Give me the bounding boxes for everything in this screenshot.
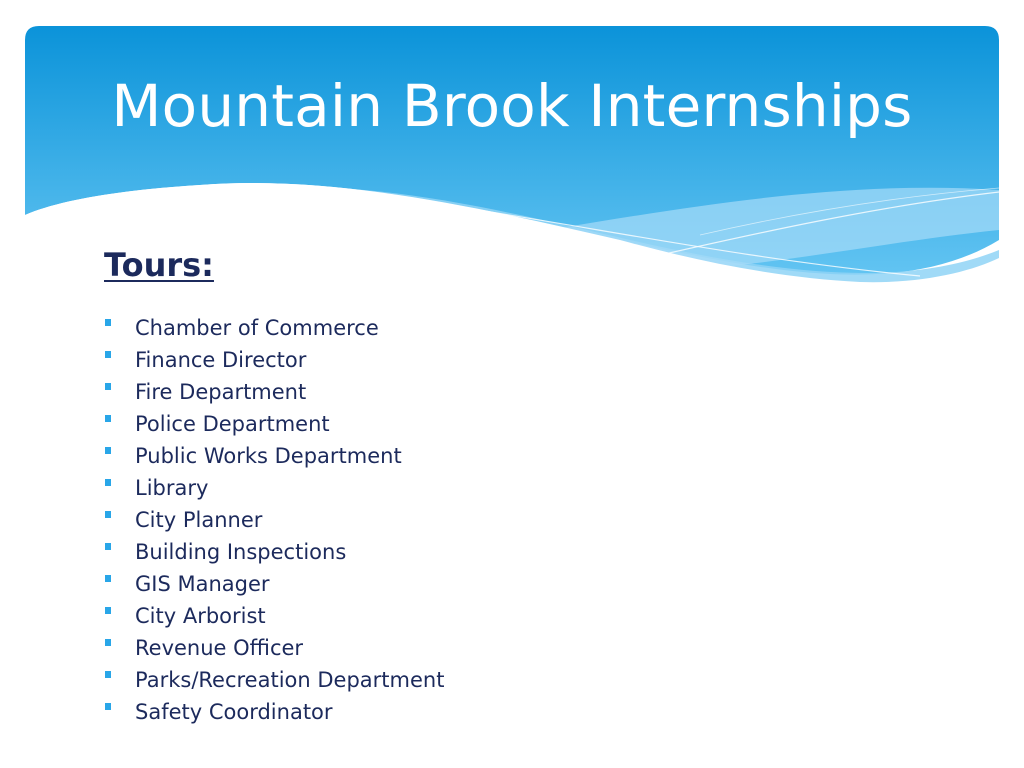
list-item-text: GIS Manager	[135, 572, 270, 596]
list-item-text: Parks/Recreation Department	[135, 668, 445, 692]
list-item	[104, 536, 444, 568]
bullet-square-icon	[105, 575, 111, 582]
list-item	[104, 440, 444, 472]
list-item	[104, 696, 444, 728]
list-item-text: City Arborist	[135, 604, 266, 628]
bullet-square-icon	[105, 703, 111, 710]
bullet-square-icon	[105, 671, 111, 678]
tours-heading: Tours:	[104, 246, 214, 284]
list-item	[104, 472, 444, 504]
bullet-square-icon	[105, 351, 111, 358]
list-item	[104, 504, 444, 536]
bullet-square-icon	[105, 319, 111, 326]
bullet-square-icon	[105, 639, 111, 646]
list-item-text: Library	[135, 476, 209, 500]
list-item-text: Fire Department	[135, 380, 307, 404]
bullet-square-icon	[105, 415, 111, 422]
list-item-text: Public Works Department	[135, 444, 402, 468]
bullet-square-icon	[105, 479, 111, 486]
list-item	[104, 408, 444, 440]
list-item-text: Safety Coordinator	[135, 700, 333, 724]
list-item-text: Chamber of Commerce	[135, 316, 379, 340]
list-item-text: Revenue Officer	[135, 636, 304, 660]
list-item	[104, 600, 444, 632]
bullet-square-icon	[105, 383, 111, 390]
list-item	[104, 568, 444, 600]
bullet-square-icon	[105, 607, 111, 614]
list-item	[104, 664, 444, 696]
list-item-text: City Planner	[135, 508, 263, 532]
slide-title: Mountain Brook Internships	[111, 72, 913, 140]
list-item	[104, 376, 444, 408]
bullet-square-icon	[105, 447, 111, 454]
list-item	[104, 312, 444, 344]
tours-list	[104, 312, 444, 728]
bullet-square-icon	[105, 511, 111, 518]
list-item-text: Police Department	[135, 412, 330, 436]
bullet-square-icon	[105, 543, 111, 550]
list-item-text: Building Inspections	[135, 540, 347, 564]
list-item	[104, 344, 444, 376]
list-item-text: Finance Director	[135, 348, 307, 372]
list-item	[104, 632, 444, 664]
